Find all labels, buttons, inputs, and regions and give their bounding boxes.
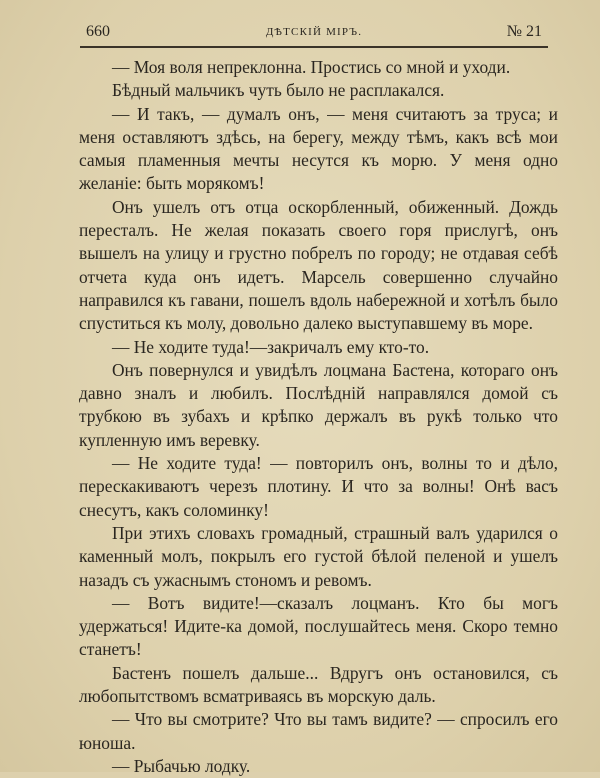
page-header (80, 22, 548, 44)
paragraph: — Вотъ видите!—сказалъ лоцманъ. Кто бы могъ удержаться! Идите-ка домой, послушайтесь меня. Скоро темно станетъ! (79, 592, 558, 660)
issue-number: № 21 (506, 23, 542, 40)
paragraph: Бастенъ пошелъ дальше... Вдругъ онъ остановился, съ любопытствомъ всматриваясь въ морскую даль. (79, 662, 558, 707)
paragraph: Онъ повернулся и увидѣлъ лоцмана Бастена, котораго онъ давно зналъ и любилъ. Послѣдній направлялся домой съ трубкою въ зубахъ и крѣпко держалъ въ рукѣ только что купленную имъ веревку. (79, 359, 558, 450)
paragraph: Бѣдный мальчикъ чуть было не расплакался. (112, 80, 445, 101)
paragraph: — Не ходите туда!—закричалъ ему кто-то. (112, 336, 430, 357)
body-text (79, 56, 558, 778)
paragraph: — Моя воля непреклонна. Простись со мной и уходи. (112, 57, 511, 77)
paragraph: Онъ ушелъ отъ отца оскорбленный, обиженный. Дождь пересталъ. Не желая показать своего горя прислугѣ, онъ вышелъ на улицу и грустно побрелъ по городу; не отдавая себѣ отчета куда онъ идетъ. Марсель совершенно случайно направился къ гавани, пошелъ вдоль набережной и хотѣлъ было спуститься къ молу, довольно далеко выступавшему въ море. (79, 196, 558, 334)
paragraph: — Рыбачью лодку. (112, 755, 251, 776)
journal-title: ДѢТСКІЙ МІРЪ. (265, 26, 363, 38)
paragraph: — Что вы смотрите? Что вы тамъ видите? — спросилъ его юноша. (79, 709, 558, 753)
page-number: 660 (86, 23, 110, 40)
header-rule (80, 46, 548, 48)
paragraph: — Не ходите туда! — повторилъ онъ, волны то и дѣло, перескакиваютъ черезъ плотину. И что за волны! Онѣ васъ снесутъ, какъ соломинку! (79, 453, 558, 520)
paragraph: При этихъ словахъ громадный, страшный валъ ударился о каменный молъ, покрылъ его густой бѣлой пеленой и ушелъ назадъ съ ужаснымъ стономъ и ревомъ. (79, 522, 558, 590)
paragraph: — И такъ, — думалъ онъ, — меня считаютъ за труса; и меня оставляютъ здѣсь, на берегу, между тѣмъ, какъ всѣ мои самыя пламенныя мечты несутся къ морю. У меня одно желаніе: быть морякомъ! (79, 103, 558, 194)
